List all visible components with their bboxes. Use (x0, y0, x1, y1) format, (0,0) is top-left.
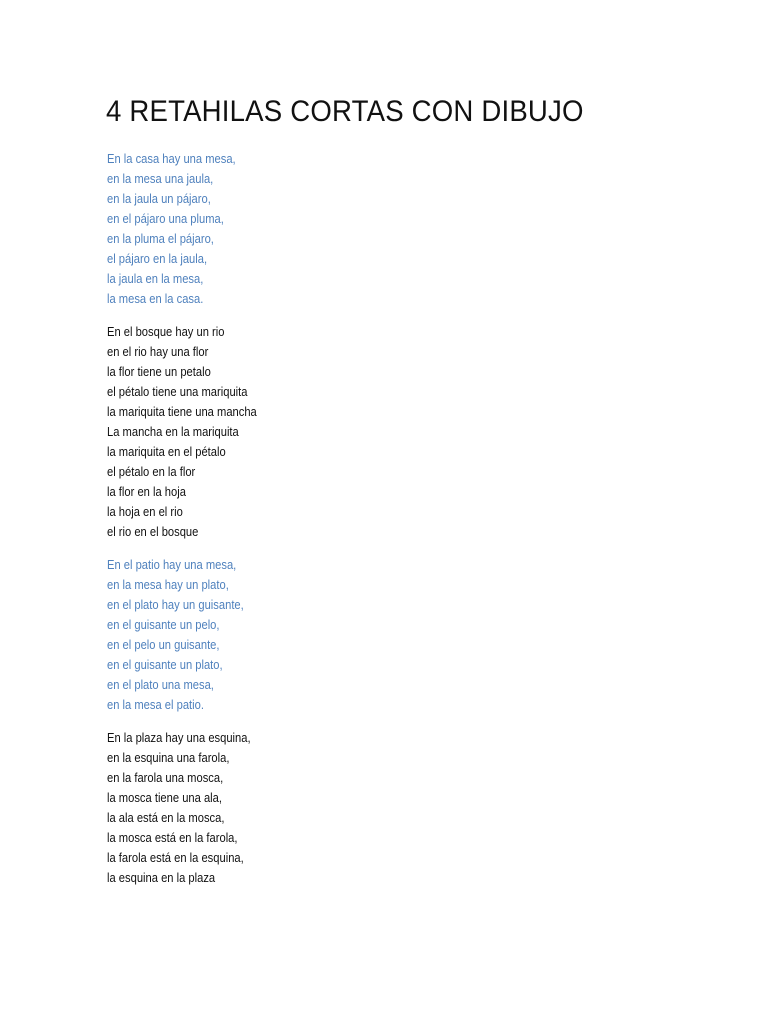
stanza-line: En el bosque hay un rio (107, 324, 225, 339)
stanza-line: en el guisante un plato, (107, 657, 223, 672)
stanza-line: en el guisante un pelo, (107, 617, 220, 632)
stanza-line: el rio en el bosque (107, 524, 199, 539)
stanza-line: la mariquita en el pétalo (107, 444, 226, 459)
stanza-line: la farola está en la esquina, (107, 850, 244, 865)
stanza-line: En el patio hay una mesa, (107, 557, 237, 572)
stanza-line: la mesa en la casa. (107, 291, 204, 306)
stanza-line: en el pájaro una pluma, (107, 211, 224, 226)
stanza-line: en la jaula un pájaro, (107, 191, 211, 206)
stanza-line: en la mesa el patio. (107, 697, 204, 712)
stanza-line: en el rio hay una flor (107, 344, 209, 359)
stanza-line: la mariquita tiene una mancha (107, 404, 257, 419)
stanza-line: el pájaro en la jaula, (107, 251, 208, 266)
stanza-line: el pétalo tiene una mariquita (107, 384, 248, 399)
stanza-line: la mosca tiene una ala, (107, 790, 222, 805)
stanza-line: en el pelo un guisante, (107, 637, 220, 652)
stanza-line: la flor en la hoja (107, 484, 186, 499)
page-title: 4 RETAHILAS CORTAS CON DIBUJO (106, 95, 584, 128)
stanza-line: en la pluma el pájaro, (107, 231, 214, 246)
stanza-line: en la esquina una farola, (107, 750, 230, 765)
stanza-line: en la mesa una jaula, (107, 171, 214, 186)
stanza-line: la jaula en la mesa, (107, 271, 204, 286)
stanza-line: la ala está en la mosca, (107, 810, 225, 825)
stanza-line: En la plaza hay una esquina, (107, 730, 251, 745)
stanza-line: en la mesa hay un plato, (107, 577, 229, 592)
stanza-line: el pétalo en la flor (107, 464, 196, 479)
stanza-line: la flor tiene un petalo (107, 364, 211, 379)
stanza-bosque (107, 322, 281, 542)
stanza-line: en el plato una mesa, (107, 677, 214, 692)
stanza-line: en la farola una mosca, (107, 770, 224, 785)
stanza-line: La mancha en la mariquita (107, 424, 239, 439)
stanza-line: la esquina en la plaza (107, 870, 216, 885)
stanza-line: la mosca está en la farola, (107, 830, 238, 845)
stanza-plaza (107, 728, 274, 888)
stanza-line: la hoja en el rio (107, 504, 183, 519)
stanza-line: en el plato hay un guisante, (107, 597, 244, 612)
stanza-casa (107, 149, 257, 309)
stanza-line: En la casa hay una mesa, (107, 151, 236, 166)
stanza-patio (107, 555, 266, 715)
